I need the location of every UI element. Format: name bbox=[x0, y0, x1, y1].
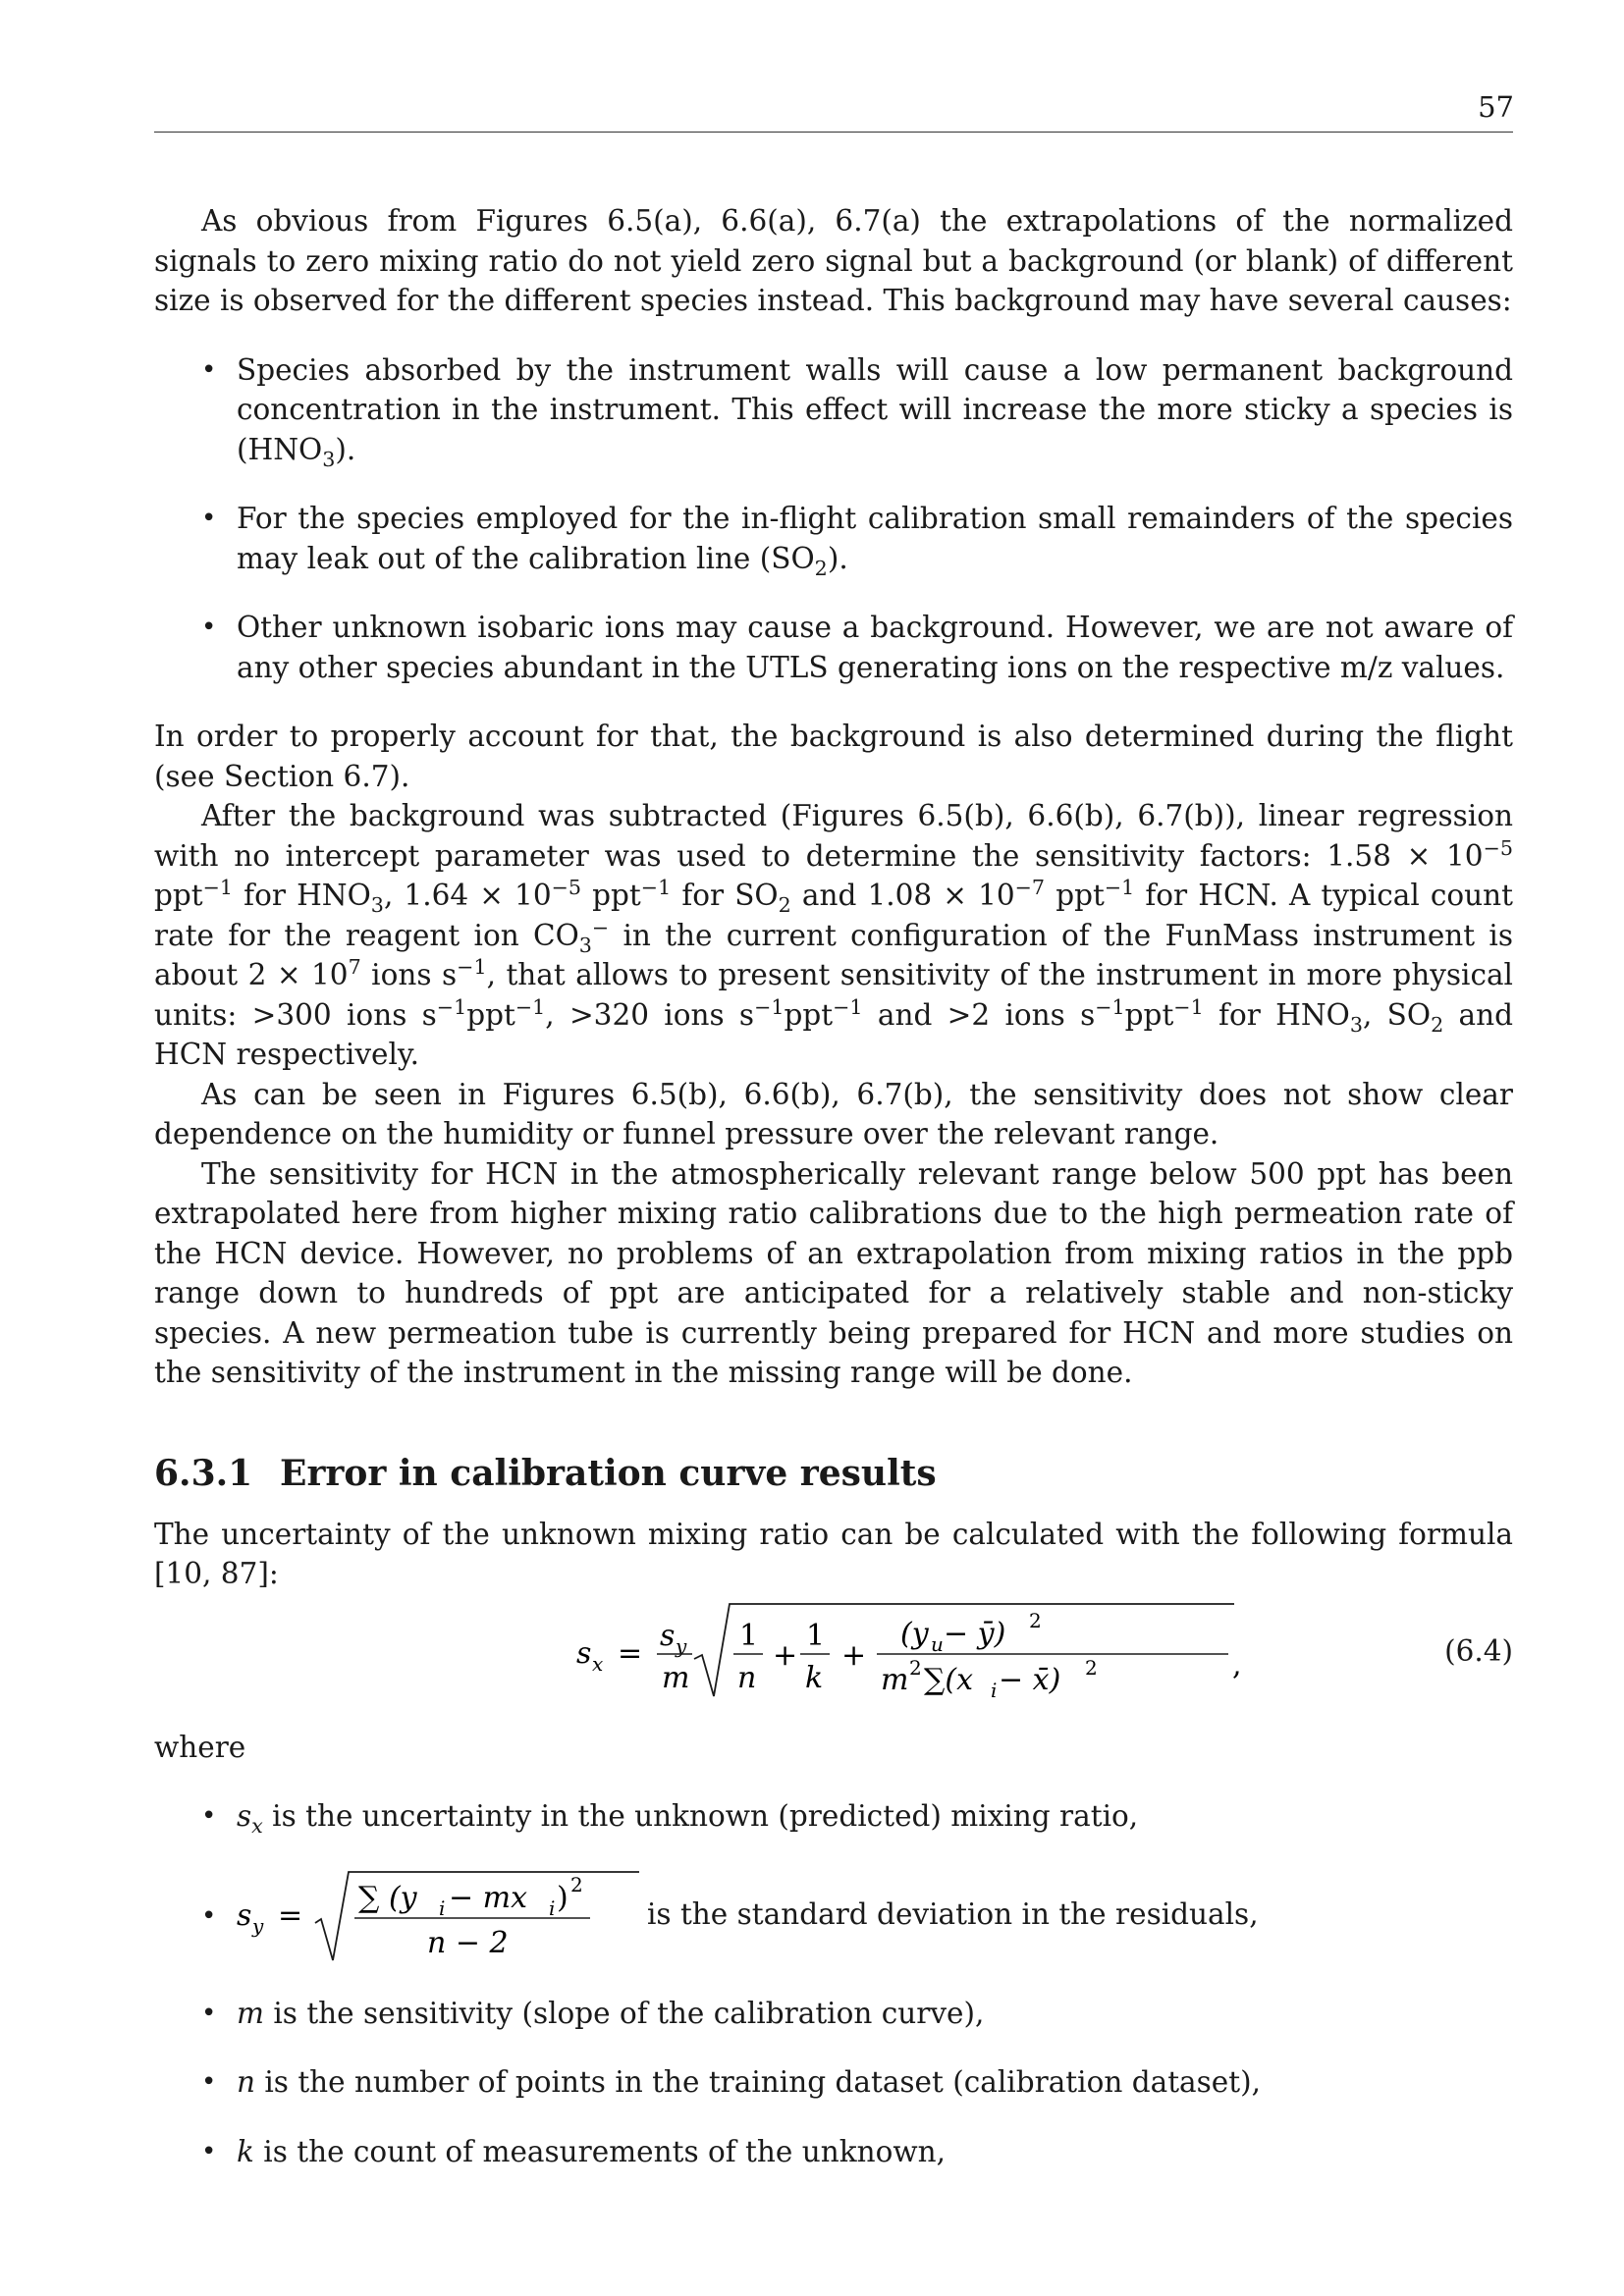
paragraph-uncertainty: The uncertainty of the unknown mixing ratio can be calculated with the following formula [10, 87]: bbox=[154, 1517, 1513, 1590]
definitions-list bbox=[154, 1796, 1513, 2171]
sy-num-mid: − mx bbox=[449, 1880, 528, 1915]
eq-n: n bbox=[737, 1660, 757, 1695]
eq-f3-den-sub: i bbox=[991, 1678, 998, 1702]
bullet-icon: • bbox=[201, 613, 217, 642]
bullet-icon: • bbox=[201, 1998, 217, 2028]
paragraph-regression: After the background was subtracted (Figures 6.5(b), 6.6(b), 6.7(b)), linear regression with no intercept parameter was used to determine the sensitivity factors: $1.58 \times 10^{-5}$ ppt$^{-1}$ for $HNO_3$, $1.64 \times 10^{-5}$ ppt$^{-1}$ for $SO_2$ and $1.08 \times 10^{-7}$ ppt$^{-1}$ for HCN. A typical count rate for the reagent ion $CO_3^-$ in the current configuration of the FunMass instrument is about $2 \times 10^7$ ions $s^{-1}$, that allows to present sensitivity of the instrument in more physical units: >300 ions $s^{-1}ppt^{-1}$, >320 ions $s^{-1}ppt^{-1}$ and >2 ions $s^{-1}ppt^{-1}$ for $HNO_3$, $SO_2$ and HCN respectively. bbox=[154, 799, 1514, 1071]
bullet-icon: • bbox=[201, 504, 217, 533]
page-number: 57 bbox=[1478, 90, 1514, 124]
equation-6-4 bbox=[154, 1594, 1513, 1712]
list-item: • k is the count of measurements of the unknown, bbox=[154, 2132, 1513, 2172]
sy-num-end: ) bbox=[557, 1880, 568, 1915]
list-item: • Species absorbed by the instrument walls will cause a low permanent background concentration in the instrument. This effect will increase the more sticky a species is $(HNO_3)$. bbox=[154, 350, 1513, 470]
eq-num-sub: y bbox=[676, 1633, 687, 1658]
eq-one-b: 1 bbox=[806, 1618, 826, 1653]
eq-f3-den-sup: 2 bbox=[909, 1655, 922, 1680]
paragraph-background: In order to properly account for that, the background is also determined during the flight (see Section 6.7). bbox=[154, 720, 1513, 793]
paragraph-hcn: The sensitivity for HCN in the atmospherically relevant range below 500 ppt has been extrapolated here from higher mixing ratio calibrations due to the high permeation rate of the HCN device. However, no problems of an extrapolation from mixing ratios in the ppb range down to hundreds of ppt are anticipated for a relatively stable and non-sticky species. A new permeation tube is currently being prepared for HCN and more studies on the sensitivity of the instrument in the missing range will be done. bbox=[154, 1156, 1513, 1389]
eq-f3-den-sum: ∑(x bbox=[924, 1662, 974, 1697]
sy-sym: s bbox=[237, 1897, 252, 1933]
eq-num-s: s bbox=[660, 1618, 676, 1653]
list-item: • Other unknown isobaric ions may cause a background. However, we are not aware of any other species abundant in the UTLS generating ions on the respective m/z values. bbox=[154, 608, 1513, 687]
sy-num-sub2: i bbox=[549, 1896, 556, 1920]
section-number: 6.3.1 bbox=[154, 1452, 253, 1494]
paragraph-humidity: As can be seen in Figures 6.5(b), 6.6(b), 6.7(b), the sensitivity does not show clear dependence on the humidity or funnel pressure over the relevant range. bbox=[154, 1077, 1513, 1150]
eq-f3-den-sup2: 2 bbox=[1085, 1655, 1098, 1680]
eq-f3-den-rest: − x̄) bbox=[999, 1662, 1061, 1697]
eq-f3-num-rest: − ȳ) bbox=[944, 1616, 1006, 1651]
section-title: Error in calibration curve results bbox=[280, 1452, 937, 1494]
section-heading bbox=[154, 1452, 1513, 1495]
eq-equals: = bbox=[618, 1635, 643, 1671]
eq-f3-den-m: m bbox=[881, 1662, 909, 1697]
eq-one-a: 1 bbox=[739, 1618, 759, 1653]
list-item: • n is the number of points in the training dataset (calibration dataset), bbox=[154, 2062, 1513, 2103]
sy-num-sup: 2 bbox=[570, 1872, 583, 1896]
equation-number: (6.4) bbox=[1444, 1633, 1513, 1668]
sy-eq: = bbox=[278, 1897, 303, 1933]
eq-plus-2: + bbox=[841, 1637, 867, 1673]
list-item: • m is the sensitivity (slope of the calibration curve), bbox=[154, 1994, 1513, 2034]
eq-lhs: s bbox=[576, 1635, 592, 1671]
eq-den-m: m bbox=[662, 1660, 690, 1695]
eq-k: k bbox=[805, 1660, 824, 1695]
eq-plus-1: + bbox=[773, 1637, 798, 1673]
sy-formula bbox=[237, 1866, 659, 1964]
list-item: • s y = ∑ (y i − mx i ) 2 n − 2 is the standard deviation in the residuals, bbox=[154, 1866, 1513, 1964]
sy-den: n − 2 bbox=[427, 1925, 509, 1960]
bullet-icon: • bbox=[201, 2136, 217, 2166]
bullet-icon: • bbox=[201, 1801, 217, 1831]
sy-num: ∑ (y bbox=[358, 1880, 417, 1915]
page-content bbox=[154, 201, 1513, 2201]
sy-sub: y bbox=[252, 1913, 264, 1938]
list-item: • For the species employed for the in-flight calibration small remainders of the species may leak out of the calibration line $(SO_2)$. bbox=[154, 499, 1513, 578]
bullet-icon: • bbox=[201, 354, 217, 385]
eq-f3-num-sup: 2 bbox=[1029, 1608, 1042, 1632]
where-label: where bbox=[154, 1730, 246, 1764]
eq-f3-num: (y bbox=[900, 1616, 929, 1651]
eq-lhs-sub: x bbox=[592, 1651, 604, 1676]
intro-paragraph: As obvious from Figures 6.5(a), 6.6(a), 6.7(a) the extrapolations of the normalized signals to zero mixing ratio do not yield zero signal but a background (or blank) of different size is observed for the different species instead. This background may have several causes: bbox=[154, 204, 1513, 317]
header-rule bbox=[154, 132, 1513, 133]
eq-comma: , bbox=[1232, 1647, 1242, 1682]
sy-num-sub: i bbox=[439, 1896, 446, 1920]
bullet-icon: • bbox=[201, 1900, 217, 1931]
equation-formula bbox=[576, 1594, 1264, 1712]
causes-list bbox=[154, 350, 1513, 688]
eq-f3-num-sub: u bbox=[931, 1631, 944, 1656]
bullet-icon: • bbox=[201, 2067, 217, 2097]
list-item: • $s_x$ is the uncertainty in the unknown (predicted) mixing ratio, bbox=[154, 1796, 1513, 1837]
